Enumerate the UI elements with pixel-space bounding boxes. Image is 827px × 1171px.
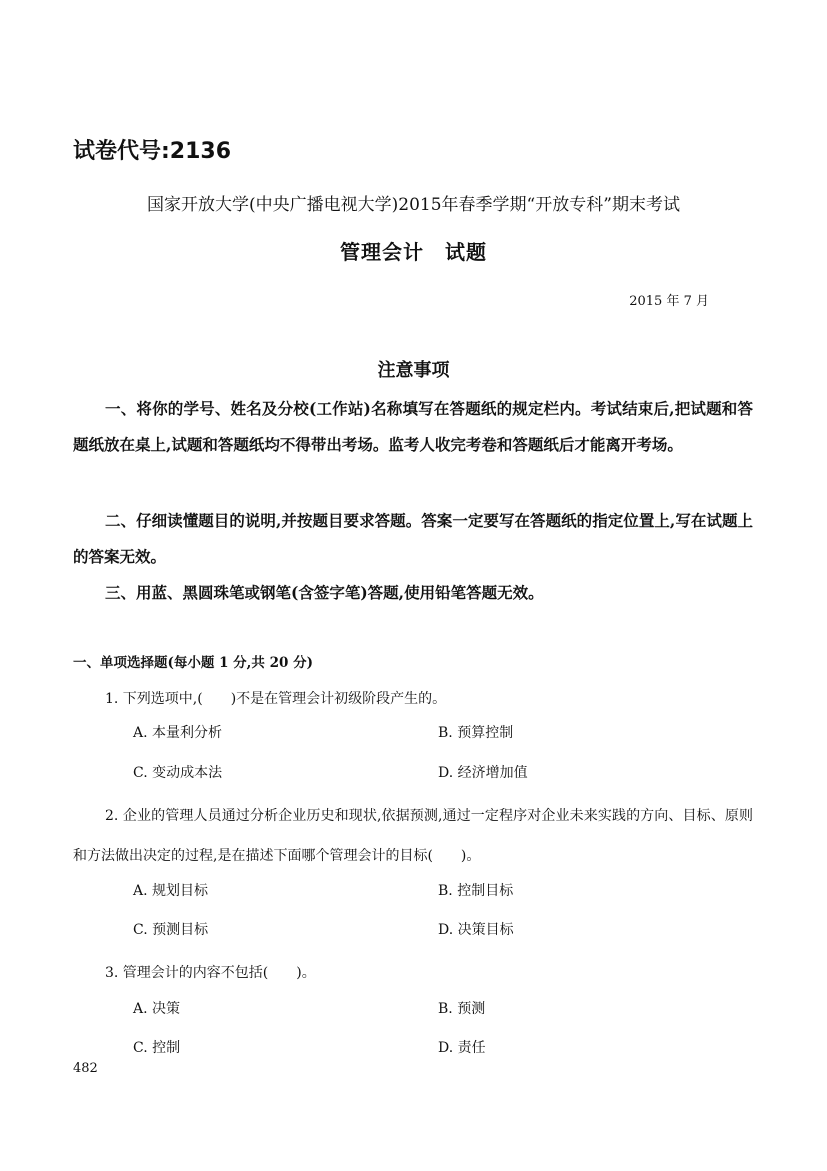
paper-code: 试卷代号:2136 [73, 139, 232, 164]
question-1-option-c: C. 变动成本法 [133, 765, 223, 781]
question-2-option-d: D. 决策目标 [438, 922, 514, 938]
notice-item-1: 一、将你的学号、姓名及分校(工作站)名称填写在答题纸的规定栏内。考试结束后,把试题和答题纸放在桌上,试题和答题纸均不得带出考场。监考人收完考卷和答题纸后才能离开考场。 [73, 399, 753, 454]
question-3: 3. 管理会计的内容不包括( )。 [105, 965, 316, 981]
exam-header: 国家开放大学(中央广播电视大学)2015年春季学期“开放专科”期末考试 [147, 195, 680, 215]
question-3-option-c: C. 控制 [133, 1040, 181, 1056]
exam-date: 2015 年 7 月 [629, 294, 709, 309]
notice-item-2: 二、仔细读懂题目的说明,并按题目要求答题。答案一定要写在答题纸的指定位置上,写在试题上的答案无效。 [73, 511, 753, 566]
question-2-option-a: A. 规划目标 [133, 883, 209, 899]
question-3-option-a: A. 决策 [133, 1001, 181, 1017]
section-title: 一、单项选择题(每小题 1 分,共 20 分) [73, 655, 313, 671]
question-2: 2. 企业的管理人员通过分析企业历史和现状,依据预测,通过一定程序对企业未来实践的方向、目标、原则和方法做出决定的过程,是在描述下面哪个管理会计的目标( )。 [73, 808, 753, 864]
question-1: 1. 下列选项中,( )不是在管理会计初级阶段产生的。 [105, 691, 447, 707]
question-1-option-b: B. 预算控制 [438, 725, 514, 741]
page-number: 482 [73, 1061, 98, 1076]
question-2-option-c: C. 预测目标 [133, 922, 209, 938]
question-1-option-a: A. 本量利分析 [133, 725, 223, 741]
question-1-option-d: D. 经济增加值 [438, 765, 528, 781]
question-3-option-d: D. 责任 [438, 1040, 486, 1056]
question-3-option-b: B. 预测 [438, 1001, 486, 1017]
exam-title: 管理会计 试题 [340, 240, 487, 264]
notice-item-3: 三、用蓝、黑圆珠笔或钢笔(含签字笔)答题,使用铅笔答题无效。 [105, 583, 544, 602]
notice-title: 注意事项 [377, 360, 450, 381]
question-2-option-b: B. 控制目标 [438, 883, 514, 899]
